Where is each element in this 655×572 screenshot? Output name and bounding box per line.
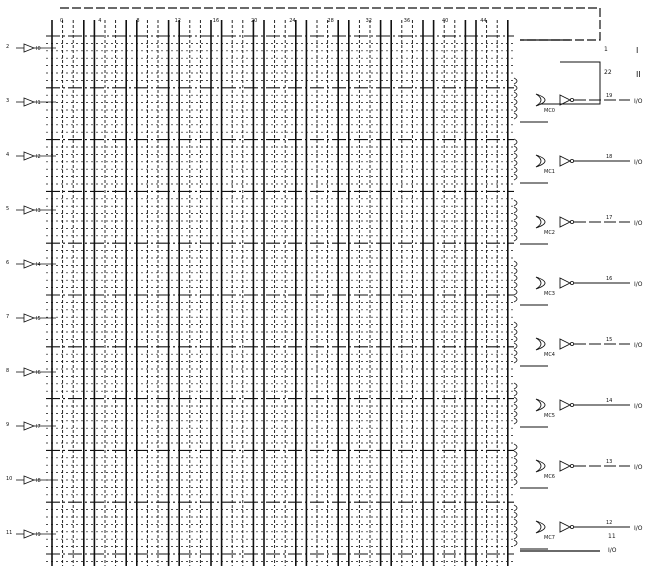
bottom-pin-number: 11: [608, 533, 616, 540]
or-gate-icon: [536, 277, 545, 289]
fuse-grid: [46, 20, 514, 566]
or-gate-input-icon: [514, 533, 517, 539]
column-number: 24: [289, 18, 296, 24]
macrocell-pin: 18: [606, 154, 613, 160]
column-number: 4: [98, 18, 102, 24]
macrocell: [514, 261, 643, 305]
input-pin-label: I0: [36, 46, 41, 52]
macrocell-output-label: I/O: [634, 342, 643, 349]
macrocell-output-label: I/O: [634, 525, 643, 532]
macrocell-pin: 14: [606, 398, 613, 404]
macrocells: [514, 78, 643, 549]
output-buffer-icon: [560, 339, 570, 349]
or-gate-input-icon: [514, 458, 517, 464]
macrocell-label: MC2: [544, 230, 555, 236]
input-pin-number: 5: [6, 206, 10, 212]
macrocell-pin: 13: [606, 459, 613, 465]
or-gate-input-icon: [514, 383, 517, 389]
column-number: 12: [174, 18, 181, 24]
macrocell-pin: 16: [606, 276, 613, 282]
input-pin-number: 6: [6, 260, 10, 266]
input-pin: [6, 44, 56, 52]
or-gate-input-icon: [514, 390, 517, 396]
macrocell-label: MC6: [544, 474, 555, 480]
macrocell-output-label: I/O: [634, 464, 643, 471]
input-pin: [6, 206, 56, 214]
or-gate-input-icon: [514, 99, 517, 105]
or-gate-input-icon: [514, 479, 517, 485]
or-gate-icon: [536, 521, 545, 533]
or-gate-input-icon: [514, 214, 517, 220]
or-gate-input-icon: [514, 275, 517, 281]
or-gate-input-icon: [514, 106, 517, 112]
or-gate-input-icon: [514, 167, 517, 173]
or-gate-input-icon: [514, 160, 517, 166]
macrocell: [514, 322, 643, 366]
or-gate-icon: [536, 338, 545, 350]
input-buffer-icon: [24, 206, 34, 214]
or-gate-input-icon: [514, 92, 517, 98]
input-buffer-icon: [24, 44, 34, 52]
or-gate-input-icon: [514, 322, 517, 328]
macrocell-output-label: I/O: [634, 220, 643, 227]
column-number: 20: [251, 18, 258, 24]
macrocell-output-label: I/O: [634, 281, 643, 288]
or-gate-input-icon: [514, 505, 517, 511]
or-gate-input-icon: [514, 282, 517, 288]
macrocell-pin: 15: [606, 337, 613, 343]
input-pin-label: I3: [36, 208, 41, 214]
or-gate-input-icon: [514, 221, 517, 227]
input-pin-label: I9: [36, 532, 41, 538]
input-pin-label: I2: [36, 154, 41, 160]
or-gate-input-icon: [514, 336, 517, 342]
or-gate-input-icon: [514, 207, 517, 213]
or-gate-input-icon: [514, 357, 517, 363]
output-buffer-icon: [560, 461, 570, 471]
or-gate-input-icon: [514, 465, 517, 471]
macrocell: [514, 78, 643, 122]
macrocell-label: MC1: [544, 169, 555, 175]
or-gate-icon: [536, 399, 545, 411]
input-pin-label: I4: [36, 262, 41, 268]
bottom-right-block: [520, 533, 617, 554]
or-gate-input-icon: [514, 200, 517, 206]
input-buffer-icon: [24, 260, 34, 268]
input-pin-number: 11: [6, 530, 13, 536]
or-gate-input-icon: [514, 296, 517, 302]
column-number: 28: [327, 18, 334, 24]
or-gate-input-icon: [514, 153, 517, 159]
macrocell: [514, 200, 643, 244]
input-pin-number: 9: [6, 422, 10, 428]
output-buffer-icon: [560, 217, 570, 227]
input-pin-number: 7: [6, 314, 10, 320]
or-gate-input-icon: [514, 472, 517, 478]
macrocell-label: MC4: [544, 352, 555, 358]
or-gate-input-icon: [514, 411, 517, 417]
output-buffer-icon: [560, 156, 570, 166]
macrocell-output-label: I/O: [634, 159, 643, 166]
or-gate-input-icon: [514, 540, 517, 546]
input-buffer-icon: [24, 476, 34, 484]
top-pin2-label: II: [636, 70, 641, 79]
input-pin-label: I8: [36, 478, 41, 484]
or-gate-input-icon: [514, 512, 517, 518]
or-gate-input-icon: [514, 350, 517, 356]
or-gate-input-icon: [514, 418, 517, 424]
or-gate-input-icon: [514, 146, 517, 152]
top-pin2-number: 22: [604, 69, 612, 76]
output-buffer-icon: [560, 400, 570, 410]
or-gate-input-icon: [514, 174, 517, 180]
or-gate-input-icon: [514, 113, 517, 119]
input-pin-number: 8: [6, 368, 10, 374]
input-buffer-icon: [24, 530, 34, 538]
or-gate-input-icon: [514, 268, 517, 274]
column-number: 40: [442, 18, 449, 24]
or-gate-icon: [536, 460, 545, 472]
or-gate-icon: [536, 155, 545, 167]
or-gate-input-icon: [514, 235, 517, 241]
or-gate-input-icon: [514, 397, 517, 403]
column-number: 44: [480, 18, 487, 24]
column-number: 36: [403, 18, 411, 24]
or-gate-input-icon: [514, 289, 517, 295]
input-pin-label: I6: [36, 370, 41, 376]
input-pin-number: 2: [6, 44, 10, 50]
top-pin1-label: I: [636, 46, 639, 55]
input-pin: [6, 314, 56, 322]
input-pin-label: I5: [36, 316, 41, 322]
input-pin: [6, 260, 56, 268]
input-pin: [6, 368, 56, 376]
input-pin-number: 4: [6, 152, 10, 158]
input-buffer-icon: [24, 422, 34, 430]
macrocell: [514, 444, 643, 488]
or-gate-input-icon: [514, 228, 517, 234]
output-buffer-icon: [560, 522, 570, 532]
input-pin: [6, 422, 56, 430]
macrocell-label: MC0: [544, 108, 555, 114]
macrocell: [514, 383, 643, 427]
input-buffer-icon: [24, 368, 34, 376]
macrocell-output-label: I/O: [634, 98, 643, 105]
or-gate-input-icon: [514, 139, 517, 145]
or-gate-input-icon: [514, 444, 517, 450]
or-gate-input-icon: [514, 526, 517, 532]
column-number: 8: [136, 18, 140, 24]
input-pin: [6, 98, 56, 106]
input-pin-label: I1: [36, 100, 41, 106]
top-pin1-number: 1: [604, 46, 608, 53]
column-number: 32: [365, 18, 372, 24]
or-gate-input-icon: [514, 85, 517, 91]
or-gate-icon: [536, 216, 545, 228]
input-buffer-icon: [24, 98, 34, 106]
or-gate-input-icon: [514, 404, 517, 410]
macrocell-pin: 17: [606, 215, 613, 221]
input-pin: [6, 530, 56, 538]
macrocell-pin: 12: [606, 520, 613, 526]
input-pin: [6, 152, 56, 160]
or-gate-input-icon: [514, 451, 517, 457]
macrocell-pin: 19: [606, 93, 613, 99]
macrocell: [514, 505, 643, 549]
macrocell-label: MC5: [544, 413, 555, 419]
input-pin-number: 10: [6, 476, 13, 482]
input-buffer-icon: [24, 152, 34, 160]
input-pin: [6, 476, 56, 484]
column-number: 0: [60, 18, 64, 24]
or-gate-input-icon: [514, 343, 517, 349]
macrocell-label: MC7: [544, 535, 555, 541]
or-gate-input-icon: [514, 519, 517, 525]
input-buffer-icon: [24, 314, 34, 322]
macrocell-output-label: I/O: [634, 403, 643, 410]
bottom-pin-label: I/O: [608, 547, 617, 554]
macrocell: [514, 139, 643, 183]
macrocell-label: MC3: [544, 291, 555, 297]
output-buffer-icon: [560, 278, 570, 288]
column-number: 16: [212, 18, 220, 24]
or-gate-input-icon: [514, 261, 517, 267]
or-gate-input-icon: [514, 78, 517, 84]
input-pin-label: I7: [36, 424, 41, 430]
or-gate-input-icon: [514, 329, 517, 335]
input-pin-number: 3: [6, 98, 10, 104]
input-pins: [6, 44, 56, 538]
